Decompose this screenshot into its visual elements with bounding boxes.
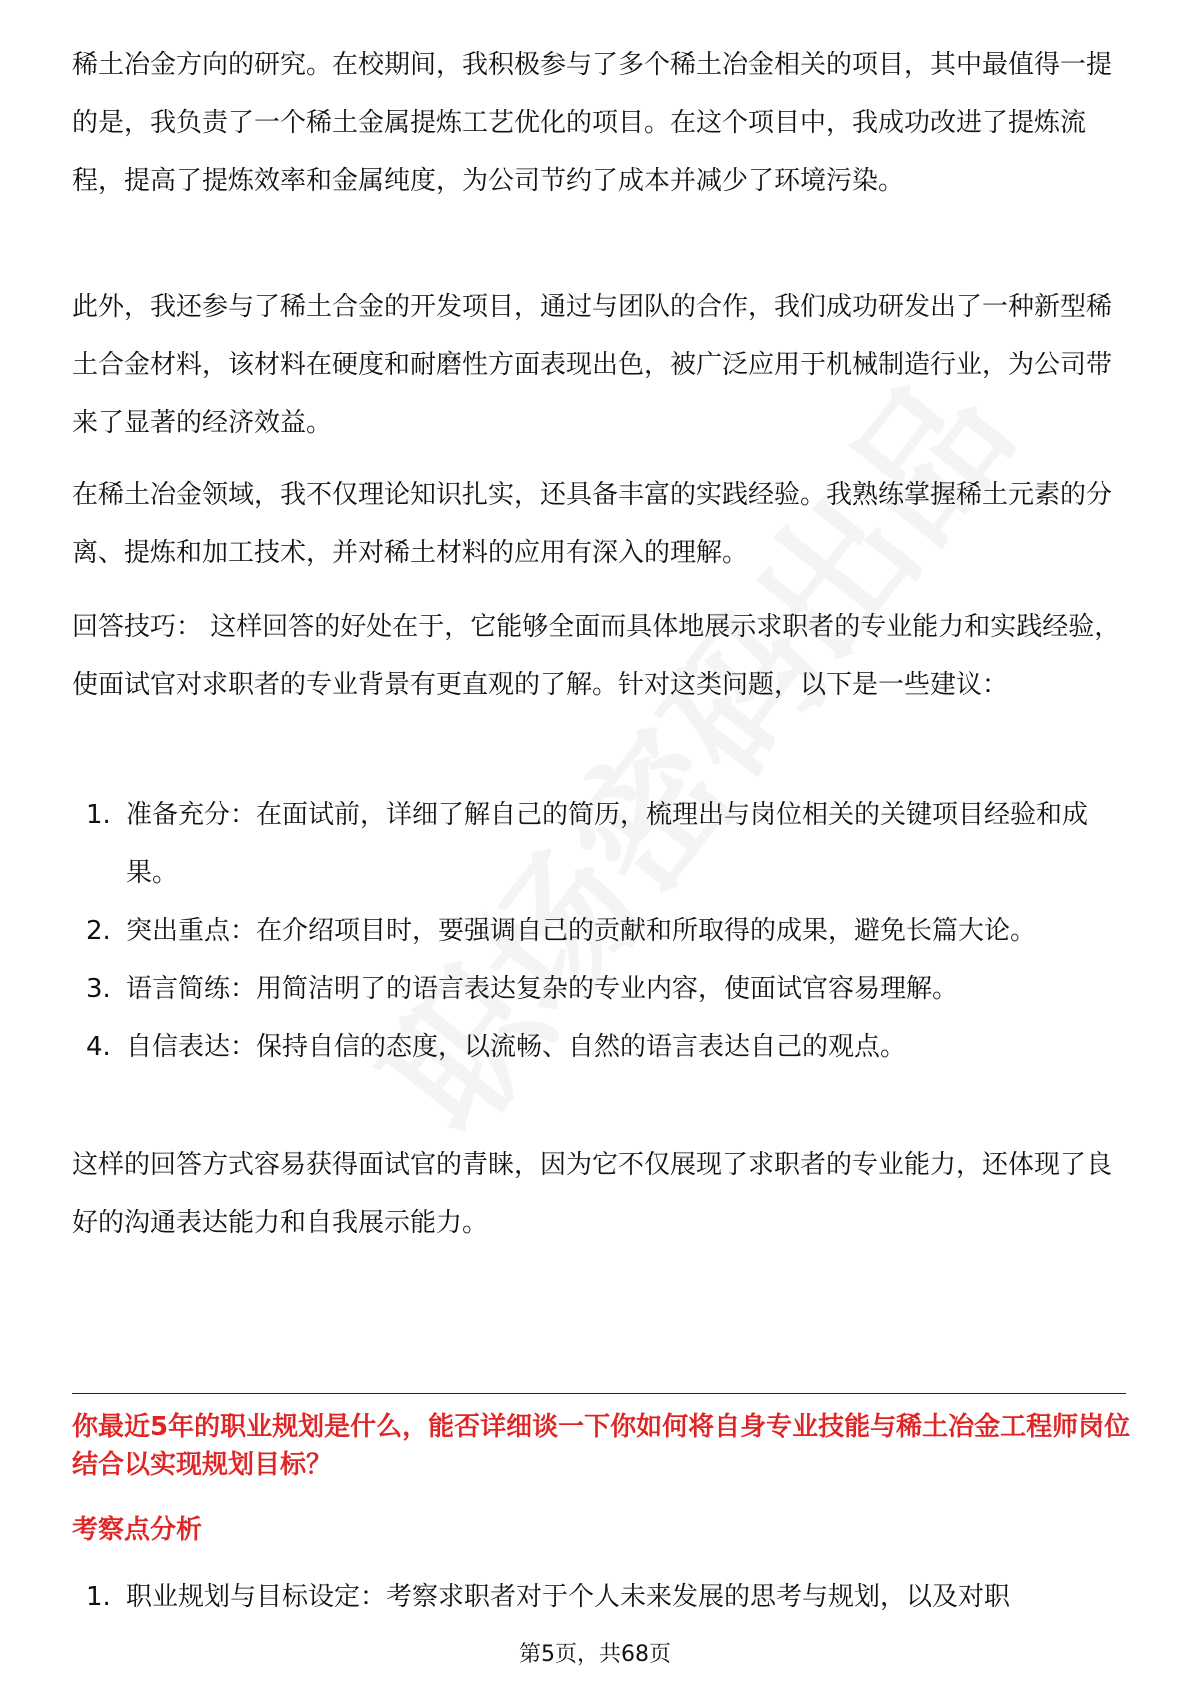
page-number: 第5页，共68页	[519, 1642, 671, 1667]
list-number: 1.	[86, 800, 111, 830]
paragraph-project-experience: 稀土冶金方向的研究。在校期间，我积极参与了多个稀土冶金相关的项目，其中最值得一提的是，我负责了一个稀土金属提炼工艺优化的项目。在这个项目中，我成功改进了提炼流程，提高了提炼效率和金属纯度，为公司节约了成本并减少了环境污染。	[72, 50, 1113, 196]
list-item	[72, 902, 1122, 960]
list-text: 自信表达：保持自信的态度，以流畅、自然的语言表达自己的观点。	[126, 1032, 907, 1062]
list-text: 职业规划与目标设定：考察求职者对于个人未来发展的思考与规划，以及对职	[126, 1582, 1011, 1612]
list-text: 准备充分：在面试前，详细了解自己的简历，梳理出与岗位相关的关键项目经验和成果。	[126, 800, 1089, 888]
tips-list	[72, 786, 1122, 1076]
list-text: 突出重点：在介绍项目时，要强调自己的贡献和所取得的成果，避免长篇大论。	[126, 916, 1037, 946]
list-item	[72, 786, 1122, 902]
list-number: 2.	[86, 916, 111, 946]
list-item	[72, 960, 1122, 1018]
list-item	[72, 1568, 1122, 1626]
interview-question: 你最近5年的职业规划是什么，能否详细谈一下你如何将自身专业技能与稀土冶金工程师岗位结合以实现规划目标？	[72, 1412, 1131, 1480]
section-title: 考察点分析	[72, 1515, 203, 1545]
list-number: 1.	[86, 1582, 111, 1612]
section-divider	[72, 1393, 1126, 1394]
paragraph-answer-tips: 回答技巧： 这样回答的好处在于，它能够全面而具体地展示求职者的专业能力和实践经验，使面试官对求职者的专业背景有更直观的了解。针对这类问题，以下是一些建议：	[72, 612, 1121, 700]
analysis-list	[72, 1568, 1122, 1626]
paragraph-alloy-development: 此外，我还参与了稀土合金的开发项目，通过与团队的合作，我们成功研发出了一种新型稀土合金材料，该材料在硬度和耐磨性方面表现出色，被广泛应用于机械制造行业，为公司带来了显著的经济效益。	[72, 292, 1113, 438]
paragraph-expertise: 在稀土冶金领域，我不仅理论知识扎实，还具备丰富的实践经验。我熟练掌握稀土元素的分离、提炼和加工技术，并对稀土材料的应用有深入的理解。	[72, 480, 1113, 568]
list-number: 3.	[86, 974, 111, 1004]
list-text: 语言简练：用简洁明了的语言表达复杂的专业内容，使面试官容易理解。	[126, 974, 959, 1004]
list-item	[72, 1018, 1122, 1076]
paragraph-closing: 这样的回答方式容易获得面试官的青睐，因为它不仅展现了求职者的专业能力，还体现了良好的沟通表达能力和自我展示能力。	[72, 1150, 1113, 1238]
list-number: 4.	[86, 1032, 111, 1062]
